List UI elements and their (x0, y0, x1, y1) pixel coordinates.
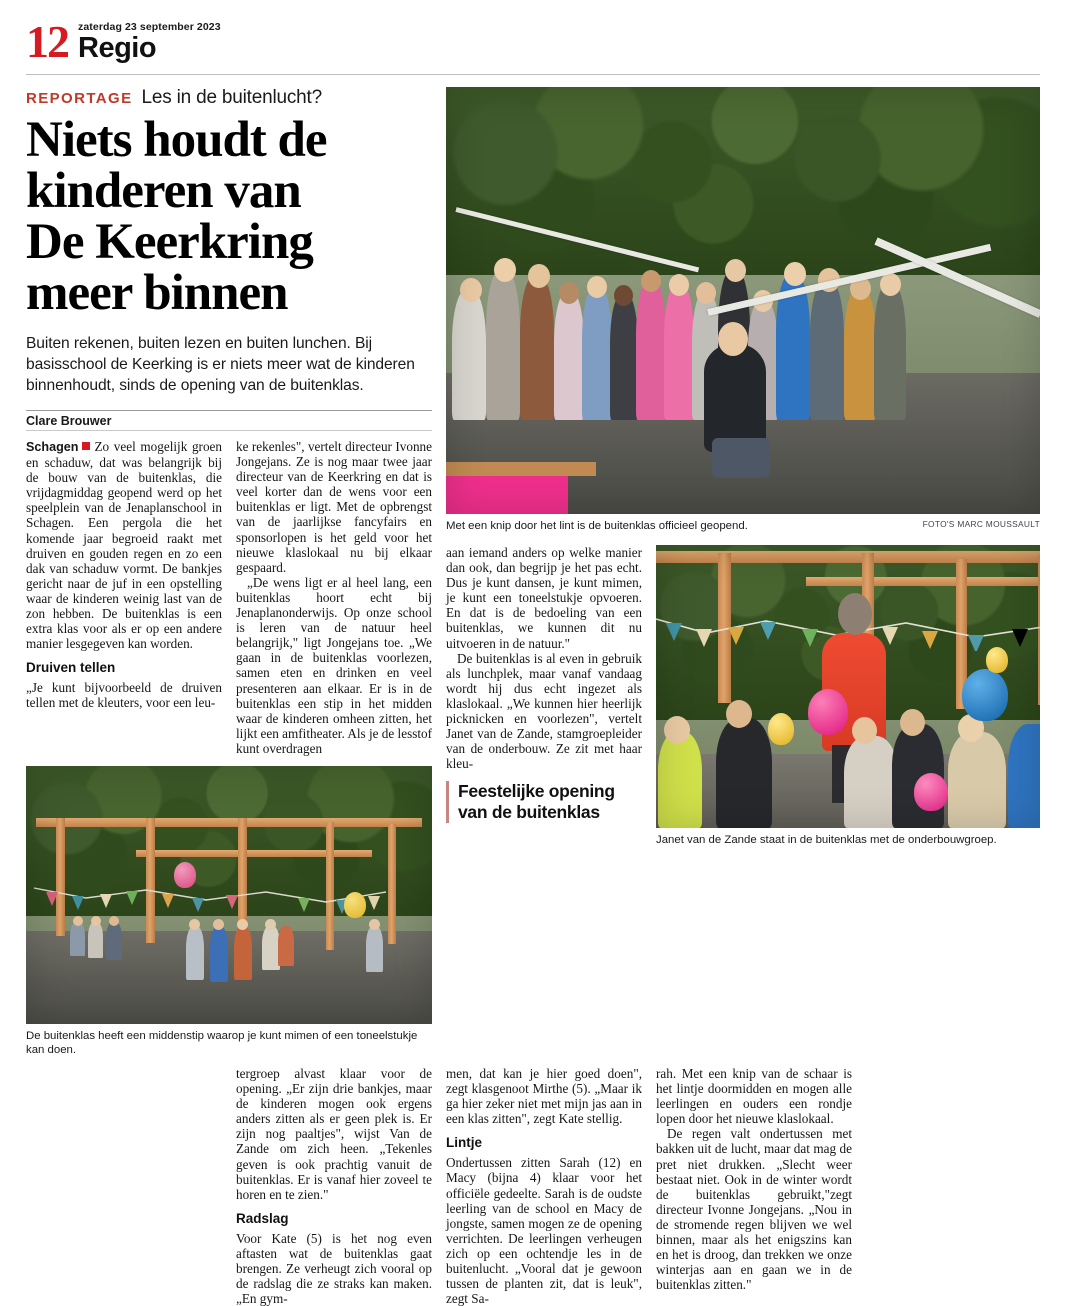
byline-divider-bottom (26, 430, 432, 431)
paragraph: ke rekenles", vertelt directeur Ivonne Jongejans. Ze is nog maar twee jaar directeur van de Keerkring en dat is veel korter dan de wens voor een buitenklas er ligt. Met de opbrengst van de jaarlijkse fancyfairs en sponsorlopen is het geld voor het nieuwe klaslokaal nu bij elkaar gespaard. (236, 439, 432, 575)
lower-body-columns (26, 1066, 1040, 1306)
pullquote-text: Feestelijke opening van de buitenklas (458, 781, 615, 823)
subheading-druiven: Druiven tellen (26, 660, 116, 676)
dateline-square-icon (82, 442, 90, 450)
paragraph: aan iemand anders op welke manier dan ook, dan begrijp je het pas echt. Dus je kunt dansen, je kunt mimen, je kunt een toneelstukje opvoeren. En dat is de bedoeling van een buitenklas, we kunnen dit nu uitvoeren in de natuur." (446, 545, 642, 651)
paragraph: Voor Kate (5) is het nog even aftasten wat de buitenklas gaat brengen. Ze verheugt zich vooral op de radslag die ze straks kan maken. „En gym- (236, 1230, 432, 1306)
standfirst: Buiten rekenen, buiten lezen en buiten lunchen. Bij basisschool de Keerking is er niets meer wat de kinderen binnenhoudt, sinds de opening van de buitenklas. (26, 335, 415, 394)
dateline: Schagen (26, 440, 79, 454)
page-number: 12 (26, 16, 68, 67)
photo-balloons-wrap (656, 545, 1040, 847)
paragraph: „De wens ligt er al heel lang, een buitenklas hoort echt bij Jenaplanonderwijs. Op onze school is leren van de natuur heel belangrijk," ligt Jongejans toe. „We gaan in de buitenklas voorlezen, samen eten en drinken en veel presenteren aan elkaar. Er is in de buitenklas een stip in het midden waar de kinderen omheen zitten, het lijkt een amfitheater. Als je de lesstof kunt overdragen (236, 574, 432, 756)
headline-line-4: meer binnen (26, 265, 288, 321)
kicker (26, 87, 432, 109)
article-left-block (26, 87, 432, 1057)
kicker-tag: REPORTAGE (26, 90, 133, 107)
article-right-block (432, 87, 1040, 1057)
paragraph: Ondertussen zitten Sarah (12) en Macy (bijna 4) klaar voor het officiële gedeelte. Sarah is de oudste leerling van de school en Macy de jongste, samen mogen ze de opening verrichten. De leerlingen verheugen zich op een ochtendje les in de buitenlucht. „Vooral dat je gewoon tussen de planten zit, dat is leuk", zegt Sa- (446, 1155, 642, 1306)
lower-column-1-spacer (26, 1066, 222, 1306)
publication-date: zaterdag 23 september 2023 (78, 21, 221, 33)
headline-line-1: Niets houdt de (26, 112, 327, 168)
subheading-radslag: Radslag (236, 1210, 289, 1226)
body-column-3 (446, 545, 642, 847)
paragraph: rah. Met een knip van de schaar is het lintje doormidden en mogen alle leerlingen en ouders een rondje lopen door het nieuwe klaslokaal. (656, 1065, 852, 1127)
pullquote-block (446, 781, 642, 823)
section-title: Regio (78, 32, 157, 64)
kicker-text: Les in de buitenlucht? (141, 87, 322, 108)
photo-credit: FOTO'S MARC MOUSSAULT (922, 519, 1040, 529)
lower-column-3 (446, 1066, 642, 1306)
mid-section (446, 545, 1040, 847)
photo-pergola-vignette (26, 766, 432, 1024)
paragraph: De regen valt ondertussen met bakken uit de lucht, maar dat mag de pret niet drukken. „Slecht weer bestaat niet. Ook in de winter wordt de buitenklas gebruikt,"zegt directeur Ivonne Jongejans. „Nou in de stromende regen blijven we wel binnen, maar als het enigszins kan en het is droog, dan trekken we onze winterjas aan en gaan we in de buitenklas zitten." (656, 1126, 852, 1293)
headline-line-2: kinderen van (26, 163, 301, 219)
paragraph: De buitenklas is al even in gebruik als lunchplek, maar vanaf vandaag wordt hij dus echt ingezet als klaslokaal. „We kunnen hier heerlijk picknicken en voorlezen", vertelt Janet van de Zande, stamgroepleider van de onderbouw. Ze zit met haar kleu- (446, 650, 642, 772)
paragraph (26, 439, 222, 651)
lower-column-4 (656, 1066, 852, 1306)
paragraph: tergroep alvast klaar voor de opening. „Er zijn drie bankjes, maar de kinderen mogen ook ergens anders zitten als er geen plek is. Er zijn nog paaltjes", wijst Van de Zande om zich heen. „Tekenles geven is ook prachtig vanuit de buitenklas. Er is vanaf hier zoveel te horen en te zien." (236, 1065, 432, 1202)
page-title (26, 112, 432, 321)
photo-pergola-caption: De buitenklas heeft een middenstip waarop je kunt mimen of een toneelstukje kan doen. (26, 1029, 418, 1056)
byline-divider-top (26, 410, 432, 411)
body-column-1 (26, 439, 222, 756)
masthead (26, 0, 1040, 67)
photo-ribbon-caption: Met een knip door het lint is de buitenklas officieel geopend. (446, 520, 748, 532)
article-grid (26, 87, 1040, 1057)
photo-balloons-vignette (656, 545, 1040, 828)
byline: Clare Brouwer (26, 414, 112, 428)
photo-main-caption-row (446, 519, 1040, 533)
photo-ribbon-cutting (446, 87, 1040, 514)
pullquote-bar (446, 781, 449, 823)
paragraph: men, dat kan je hier goed doen", zegt klasgenoot Mirthe (5). „Maar ik ga hier zeker niet met mijn jas aan in een klas zitten", zegt Kate stellig. (446, 1065, 642, 1127)
photo-balloons-caption: Janet van de Zande staat in de buitenklas met de onderbouwgroep. (656, 834, 997, 846)
photo-pergola (26, 766, 432, 1024)
masthead-divider (26, 74, 1040, 75)
headline-line-3: De Keerkring (26, 214, 313, 270)
paragraph-text: Zo veel mogelijk groen en schaduw, dat was belangrijk bij de bouw van de buitenklas, die vrijdagmiddag geopend werd op het speelplein van de Jenaplanschool in Schagen. Een pergola die het komende jaar begroeid raakt met druiven en gouden regen en zo een dak van schaduw vormt. De bankjes gericht naar de juf in een opstelling waar de kinderen weinig last van de zon hebben. De buitenklas is een extra klas voor als er op een andere manier lesgegeven kan worden. (26, 439, 222, 652)
upper-body-columns (26, 439, 432, 756)
paragraph: „Je kunt bijvoorbeeld de druiven tellen met de kleuters, voor een leu- (26, 680, 222, 711)
body-column-2 (236, 439, 432, 756)
photo-main-vignette (446, 87, 1040, 514)
photo-balloons (656, 545, 1040, 828)
lower-column-2 (236, 1066, 432, 1306)
subheading-lintje: Lintje (446, 1135, 482, 1151)
